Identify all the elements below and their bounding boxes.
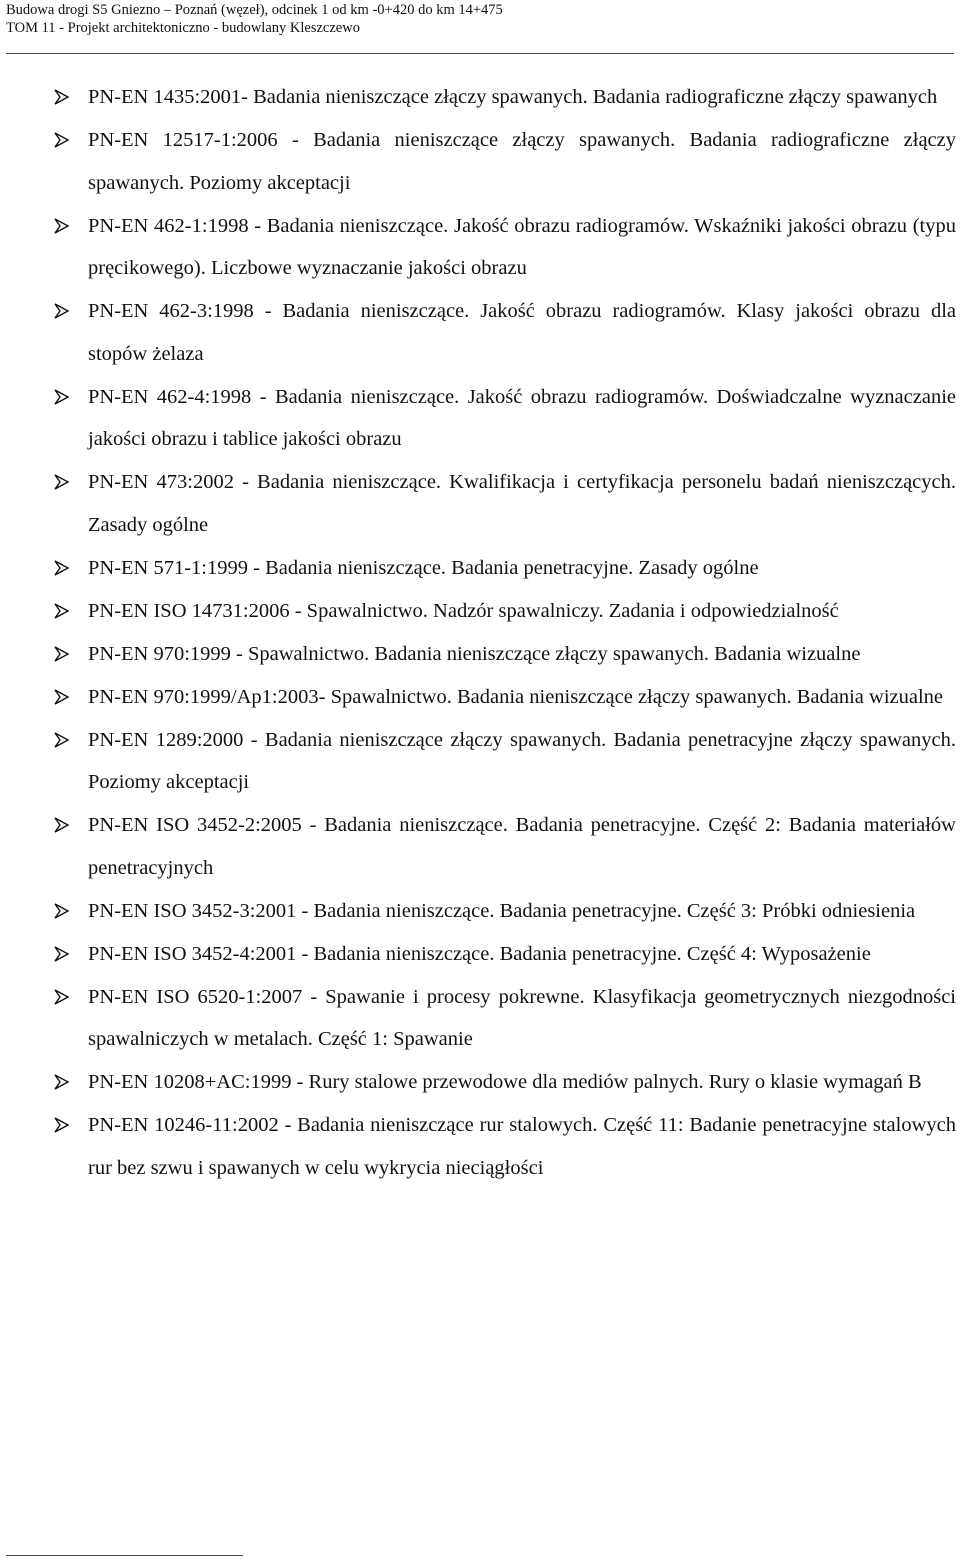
list-item-text: PN-EN ISO 3452-4:2001 - Badania nieniszczące. Badania penetracyjne. Część 4: Wyposażenie	[88, 942, 871, 965]
arrowhead-bullet-icon	[51, 590, 71, 633]
arrowhead-bullet-icon	[51, 976, 71, 1019]
header-divider	[6, 53, 954, 54]
arrowhead-bullet-icon	[51, 290, 71, 333]
arrowhead-bullet-icon	[51, 119, 71, 162]
list-item	[0, 590, 960, 633]
list-item-text: PN-EN 473:2002 - Badania nieniszczące. Kwalifikacja i certyfikacja personelu badań nieniszczących. Zasady ogólne	[88, 471, 956, 536]
list-item	[0, 933, 960, 976]
list-item	[0, 547, 960, 590]
list-item-text: PN-EN 462-3:1998 - Badania nieniszczące. Jakość obrazu radiogramów. Klasy jakości obrazu dla stopów żelaza	[88, 300, 956, 365]
arrowhead-bullet-icon	[51, 719, 71, 762]
header-volume-line: TOM 11 - Projekt architektoniczno - budowlany Kleszczewo	[6, 20, 360, 36]
list-item-text: PN-EN ISO 6520-1:2007 - Spawanie i procesy pokrewne. Klasyfikacja geometrycznych niezgodności spawalniczych w metalach. Część 1: Spawanie	[88, 985, 956, 1050]
arrowhead-bullet-icon	[51, 804, 71, 847]
list-item	[0, 976, 960, 1061]
list-item-text: PN-EN 10246-11:2002 - Badania nieniszczące rur stalowych. Część 11: Badanie penetracyjne stalowych rur bez szwu i spawanych w celu wykrycia nieciągłości	[88, 1114, 956, 1179]
list-item-text: PN-EN ISO 3452-2:2005 - Badania nieniszczące. Badania penetracyjne. Część 2: Badania materiałów penetracyjnych	[88, 814, 956, 879]
list-item	[0, 1061, 960, 1104]
list-item-text: PN-EN 970:1999/Ap1:2003- Spawalnictwo. Badania nieniszczące złączy spawanych. Badania wizualne	[88, 685, 944, 708]
arrowhead-bullet-icon	[51, 676, 71, 719]
list-item-text: PN-EN 12517-1:2006 - Badania nieniszczące złączy spawanych. Badania radiograficzne złączy spawanych. Poziomy akceptacji	[88, 129, 956, 194]
arrowhead-bullet-icon	[51, 547, 71, 590]
list-item-text: PN-EN 10208+AC:1999 - Rury stalowe przewodowe dla mediów palnych. Rury o klasie wymagań B	[88, 1071, 922, 1093]
list-item	[0, 890, 960, 933]
list-item	[0, 676, 960, 719]
list-item	[0, 119, 960, 204]
standards-list	[0, 76, 960, 1190]
list-item-text: PN-EN 571-1:1999 - Badania nieniszczące. Badania penetracyjne. Zasady ogólne	[88, 556, 759, 579]
list-item-text: PN-EN 1289:2000 - Badania nieniszczące złączy spawanych. Badania penetracyjne złączy spawanych. Poziomy akceptacji	[88, 728, 956, 793]
header-project-line: Budowa drogi S5 Gniezno – Poznań (węzeł), odcinek 1 od km -0+420 do km 14+475	[6, 2, 503, 18]
arrowhead-bullet-icon	[51, 1061, 71, 1104]
page-header	[6, 1, 503, 37]
list-item-text: PN-EN 462-1:1998 - Badania nieniszczące. Jakość obrazu radiogramów. Wskaźniki jakości obrazu (typu pręcikowego). Liczbowe wyznaczanie jakości obrazu	[88, 214, 956, 279]
list-item-text: PN-EN 462-4:1998 - Badania nieniszczące. Jakość obrazu radiogramów. Doświadczalne wyznaczanie jakości obrazu i tablice jakości obrazu	[88, 385, 956, 450]
footer-divider	[6, 1555, 243, 1556]
arrowhead-bullet-icon	[51, 205, 71, 248]
list-item	[0, 205, 960, 290]
list-item-text: PN-EN ISO 3452-3:2001 - Badania nieniszczące. Badania penetracyjne. Część 3: Próbki odniesienia	[88, 899, 916, 922]
arrowhead-bullet-icon	[51, 461, 71, 504]
arrowhead-bullet-icon	[51, 633, 71, 676]
list-item	[0, 633, 960, 676]
arrowhead-bullet-icon	[51, 933, 71, 976]
list-item	[0, 376, 960, 461]
arrowhead-bullet-icon	[51, 1104, 71, 1147]
list-item	[0, 290, 960, 375]
list-item-text: PN-EN 1435:2001- Badania nieniszczące złączy spawanych. Badania radiograficzne złączy spawanych	[88, 86, 938, 108]
list-item	[0, 719, 960, 804]
list-item	[0, 461, 960, 546]
list-item-text: PN-EN ISO 14731:2006 - Spawalnictwo. Nadzór spawalniczy. Zadania i odpowiedzialność	[88, 599, 839, 622]
arrowhead-bullet-icon	[51, 76, 71, 119]
arrowhead-bullet-icon	[51, 890, 71, 933]
list-item	[0, 76, 960, 119]
list-item	[0, 1104, 960, 1189]
list-item	[0, 804, 960, 889]
list-item-text: PN-EN 970:1999 - Spawalnictwo. Badania nieniszczące złączy spawanych. Badania wizualne	[88, 642, 861, 665]
arrowhead-bullet-icon	[51, 376, 71, 419]
